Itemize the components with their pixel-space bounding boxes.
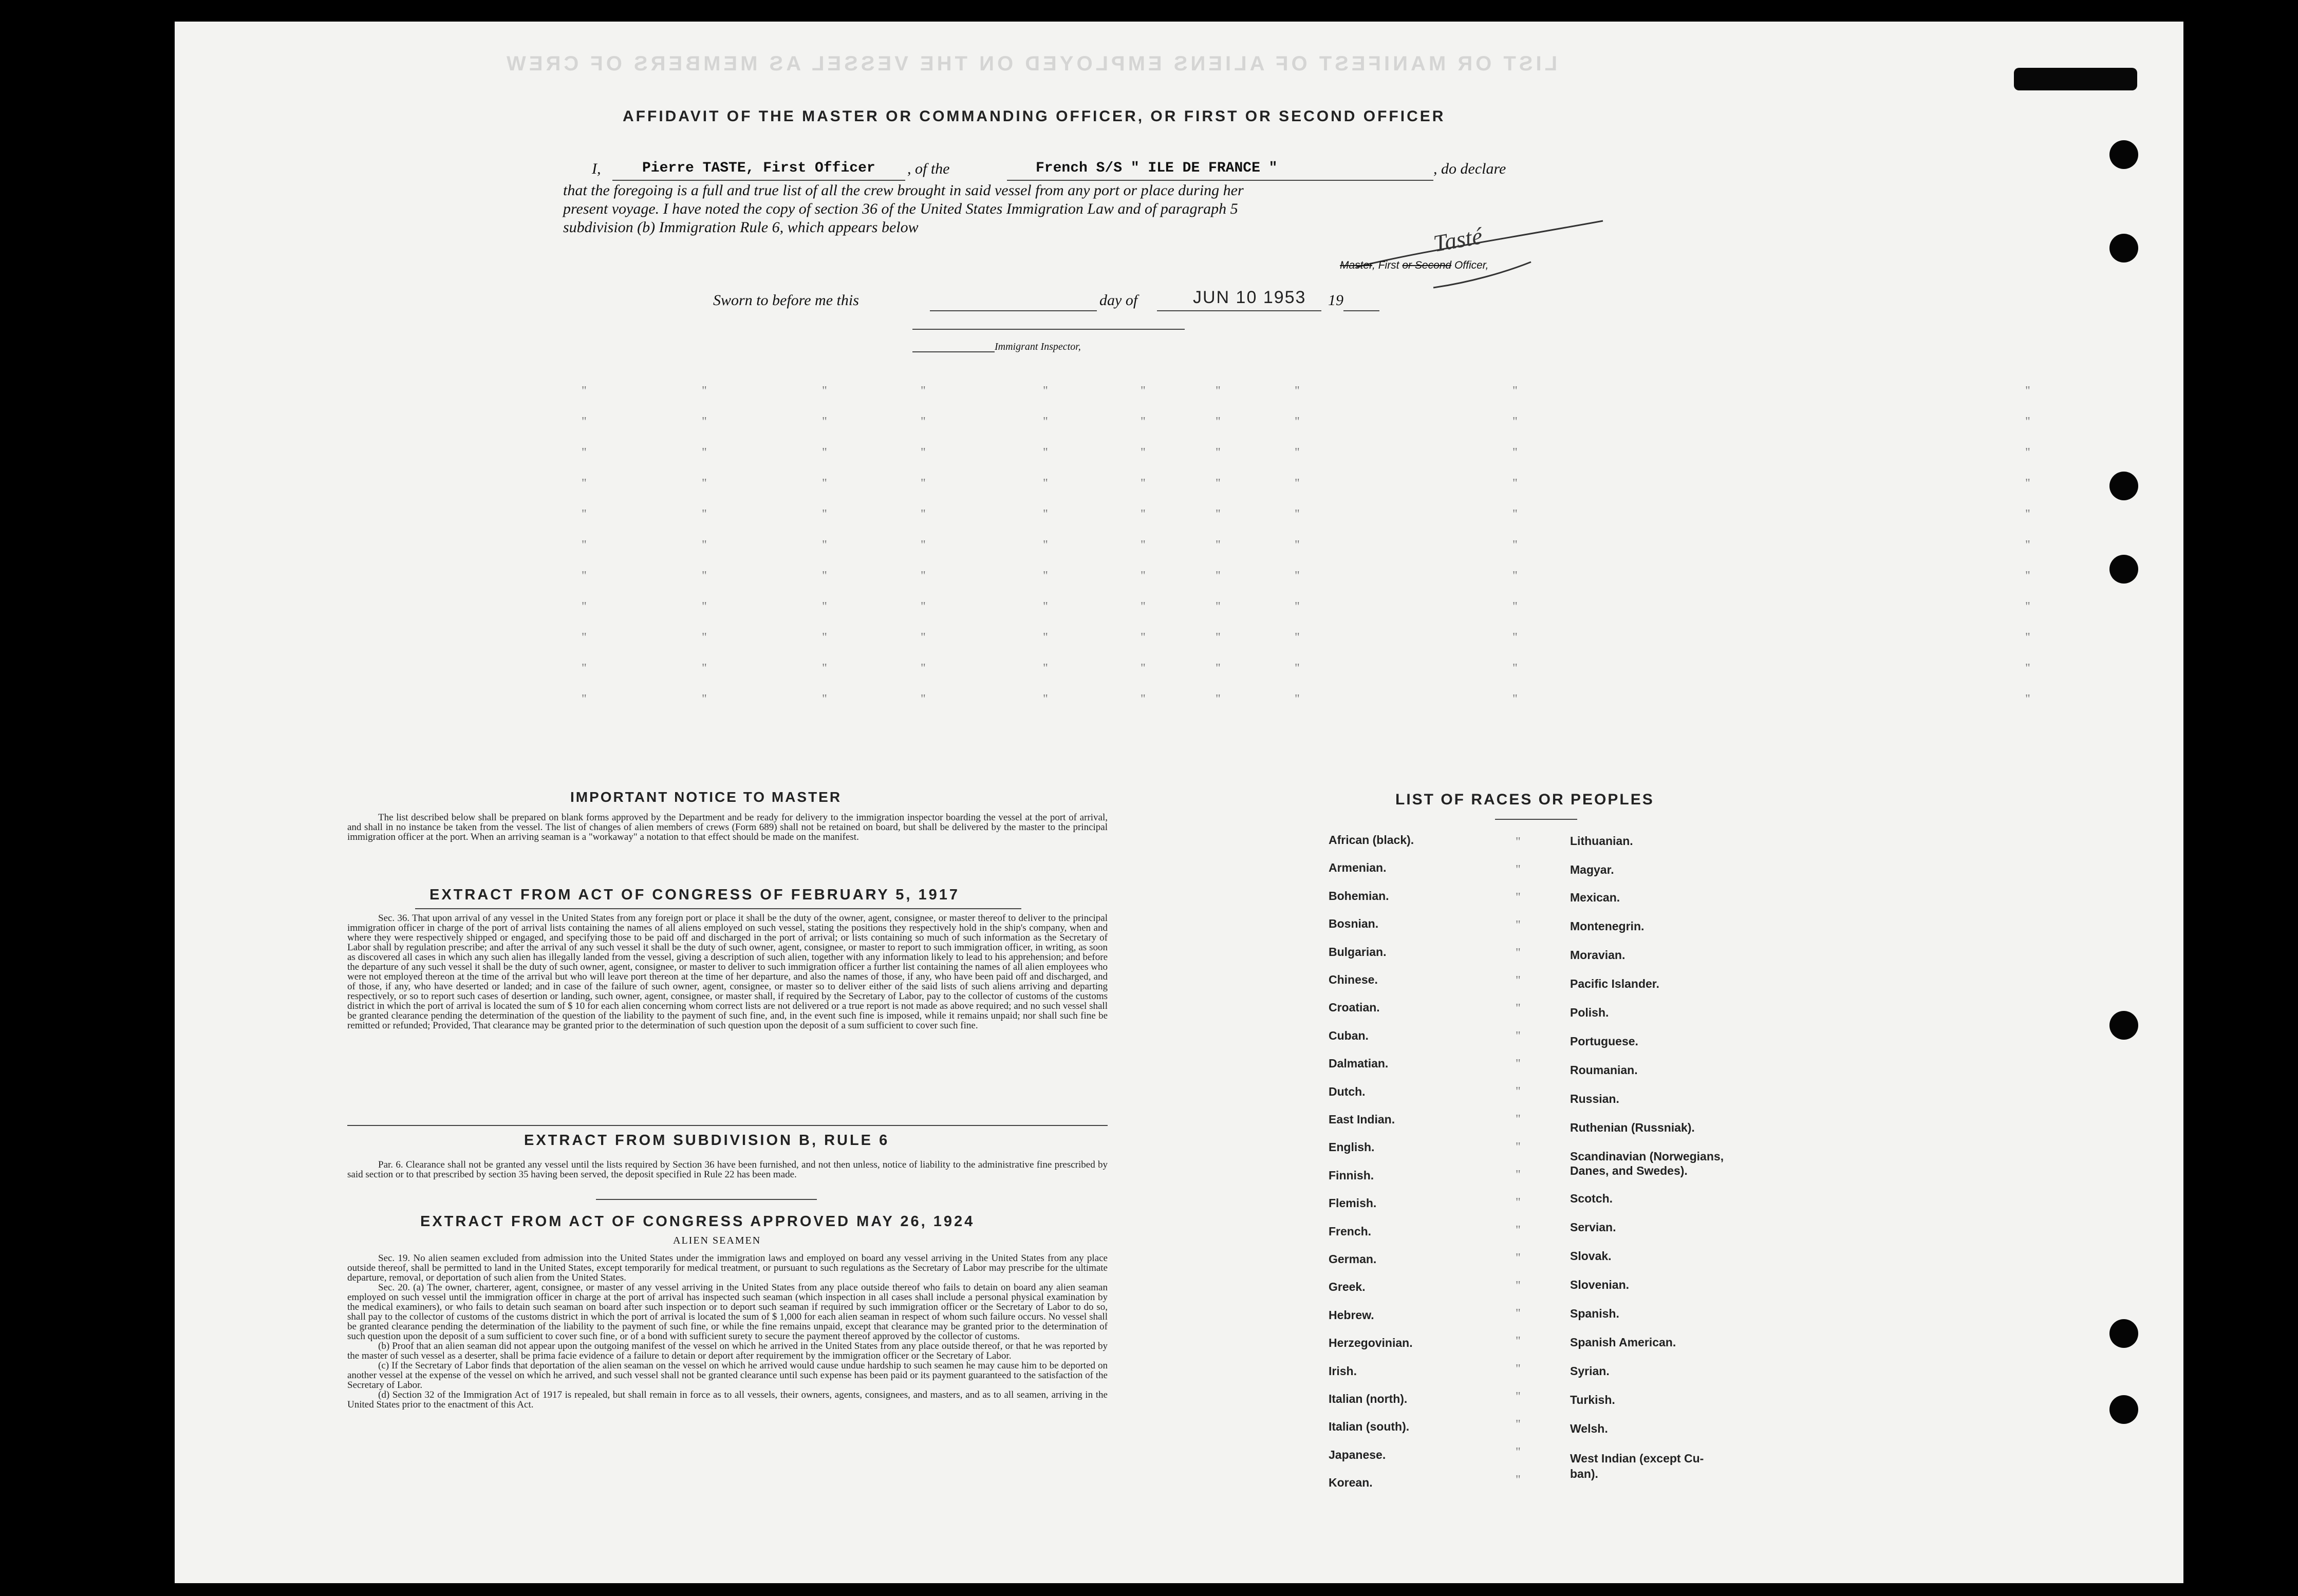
sec-36-paragraph: Sec. 36. That upon arrival of any vessel in the United States from any foreign port or place it shall be the duty of the owner, agent, consignee, or master thereof to deliver to the principal immigration officer in charge of the port of arrival lists containing the names of all aliens employed on such vessel, stating the positions they respectively hold in the ship's company, when and where they were respectively shipped or engaged, and specifying those to be paid off and discharged in the port of arrival; or lists containing so much of such information as the Secretary of Labor shall by regulation prescribe; and after the arrival of any such vessel it shall be the duty of such owner, agent, consignee, or master to report to such immigration officer, in writing, as soon as discovered all cases in which any such alien has illegally landed from the vessel, giving a description of such alien, together with any information likely to lead to his apprehension; and before the departure of any such vessel it shall be the duty of such owner, agent, consignee, or master to deliver to such immigration officer a further list containing the names of all alien employees who were not employed thereon at the time of the arrival but who will leave port thereon at the time of her departure, and also the names of those, if any, who have been paid off and discharged, and of those, if any, who have deserted or landed; and in case of the failure of such owner, agent, consignee, or master so to deliver either of the said lists of such aliens arriving and departing respectively, or so to report such cases of desertion or landing, such owner, agent, consignee, or master shall, if required by the Secretary of Labor, pay to the collector of customs of the customs district in which the port of arrival is located the sum of $ 10 for each alien concerning whom correct lists are not delivered or a true report is not made as above required; and no such vessel shall be granted clearance pending the determination of the question of the liability to the payment of such fine, and, in the event such fine is imposed, while it remains unpaid; nor shall such fine be remitted or refunded; Provided, That clearance may be granted prior to the determination of such question upon the deposit of a sum sufficient to cover such fine. — [347, 913, 1108, 1031]
extract-1917-text — [347, 913, 1108, 1030]
ditto-mark: " — [1216, 662, 1221, 675]
alien-seamen-subheading: ALIEN SEAMEN — [673, 1235, 761, 1246]
extract-1924-heading: EXTRACT FROM ACT OF CONGRESS APPROVED MAY 26, 1924 — [420, 1213, 975, 1230]
race-item: Polish. — [1570, 1006, 1609, 1019]
sworn-date-underline — [930, 310, 1097, 311]
ditto-mark: " — [582, 477, 587, 490]
race-item: English. — [1329, 1140, 1375, 1154]
ditto-mark: " — [822, 538, 827, 552]
race-item: Syrian. — [1570, 1364, 1610, 1378]
rule-6-heading: EXTRACT FROM SUBDIVISION B, RULE 6 — [524, 1132, 890, 1149]
struck-master: Master — [1340, 259, 1373, 271]
notice-text — [347, 813, 1108, 842]
ditto-mark: " — [1043, 538, 1048, 552]
inspector-underline — [912, 351, 995, 352]
race-item: Italian (south). — [1329, 1420, 1410, 1433]
ditto-mark: " — [1516, 1057, 1521, 1071]
ditto-mark: " — [702, 631, 707, 644]
race-item: East Indian. — [1329, 1113, 1395, 1126]
race-item: Dutch. — [1329, 1085, 1366, 1098]
ditto-mark: " — [1516, 974, 1521, 987]
ditto-mark: " — [1295, 631, 1300, 644]
year-underline — [1343, 310, 1379, 311]
ditto-mark: " — [921, 415, 926, 428]
race-item: Chinese. — [1329, 973, 1378, 986]
ditto-mark: " — [1043, 384, 1048, 398]
race-item: Magyar. — [1570, 863, 1614, 876]
binder-hole — [2109, 140, 2138, 169]
struck-second: or Second — [1402, 259, 1452, 271]
ditto-mark: " — [1295, 415, 1300, 428]
ditto-mark: " — [1516, 1029, 1521, 1043]
race-item: West Indian (except Cu- — [1570, 1452, 1704, 1465]
affidavit-do-declare: , do declare — [1433, 160, 1506, 177]
race-item: Croatian. — [1329, 1001, 1380, 1014]
inspector-label: Immigrant Inspector, — [995, 341, 1081, 352]
race-item: Slovenian. — [1570, 1278, 1630, 1291]
ditto-mark: " — [702, 477, 707, 490]
ditto-mark: " — [1216, 384, 1221, 398]
ditto-mark: " — [1512, 692, 1518, 706]
race-item: ban). — [1570, 1467, 1598, 1480]
ditto-mark: " — [1516, 1307, 1521, 1320]
race-item: Bosnian. — [1329, 917, 1379, 930]
race-item: Scotch. — [1570, 1192, 1613, 1205]
ditto-mark: " — [1512, 415, 1518, 428]
ditto-mark: " — [1516, 1168, 1521, 1181]
ditto-mark: " — [1512, 662, 1518, 675]
affidavit-of-the: , of the — [907, 160, 950, 177]
ditto-mark: " — [822, 477, 827, 490]
ditto-mark: " — [822, 692, 827, 706]
race-item: Danes, and Swedes). — [1570, 1164, 1688, 1177]
sworn-label: Sworn to before me this — [713, 292, 859, 309]
officer-title-end: Officer, — [1454, 259, 1489, 271]
ditto-mark: " — [1043, 569, 1048, 583]
race-item: Cuban. — [1329, 1029, 1369, 1042]
binder-hole — [2109, 555, 2138, 584]
race-item: French. — [1329, 1225, 1372, 1238]
officer-title-first: , First — [1372, 259, 1399, 271]
officer-title-line — [1340, 259, 1488, 272]
ditto-mark: " — [702, 692, 707, 706]
ditto-mark: " — [921, 569, 926, 583]
ditto-mark: " — [1516, 835, 1521, 849]
ditto-mark: " — [1216, 415, 1221, 428]
ditto-mark: " — [1516, 1251, 1521, 1265]
ditto-mark: " — [1043, 662, 1048, 675]
affidavit-title: AFFIDAVIT OF THE MASTER OR COMMANDING OFFICER, OR FIRST OR SECOND OFFICER — [623, 108, 1446, 125]
race-item: Roumanian. — [1570, 1063, 1638, 1077]
ditto-mark: " — [1141, 692, 1146, 706]
ditto-mark: " — [582, 569, 587, 583]
signature: Tasté — [1431, 222, 1485, 257]
month-underline — [1157, 310, 1321, 311]
extract-1917-heading: EXTRACT FROM ACT OF CONGRESS OF FEBRUARY 5, 1917 — [429, 887, 960, 903]
race-item: Ruthenian (Russniak). — [1570, 1121, 1695, 1134]
ditto-mark: " — [702, 446, 707, 459]
ditto-mark: " — [2025, 569, 2030, 583]
races-heading: LIST OF RACES OR PEOPLES — [1395, 791, 1654, 808]
ditto-mark: " — [582, 662, 587, 675]
ditto-mark: " — [1141, 662, 1146, 675]
ditto-mark: " — [921, 508, 926, 521]
ditto-mark: " — [1512, 508, 1518, 521]
ditto-mark: " — [582, 600, 587, 613]
ditto-mark: " — [1512, 446, 1518, 459]
ditto-mark: " — [582, 415, 587, 428]
race-item: Hebrew. — [1329, 1308, 1374, 1322]
ditto-mark: " — [702, 538, 707, 552]
race-item: Mexican. — [1570, 891, 1620, 904]
rule-6-top-rule — [347, 1125, 1108, 1126]
ditto-mark: " — [1216, 508, 1221, 521]
ditto-mark: " — [1295, 384, 1300, 398]
race-item: Pacific Islander. — [1570, 977, 1659, 990]
ditto-mark: " — [2025, 662, 2030, 675]
race-item: Herzegovinian. — [1329, 1336, 1413, 1349]
races-rule — [1495, 819, 1577, 820]
race-item: Servian. — [1570, 1221, 1616, 1234]
ditto-mark: " — [1516, 1140, 1521, 1154]
ditto-mark: " — [2025, 415, 2030, 428]
ditto-mark: " — [822, 508, 827, 521]
race-item: Russian. — [1570, 1092, 1619, 1105]
race-item: Montenegrin. — [1570, 919, 1645, 933]
ditto-mark: " — [822, 384, 827, 398]
ditto-mark: " — [921, 446, 926, 459]
ditto-mark: " — [702, 508, 707, 521]
race-item: Flemish. — [1329, 1196, 1377, 1210]
extract-1917-rule — [415, 908, 1021, 909]
race-item: Irish. — [1329, 1364, 1357, 1378]
ditto-mark: " — [1516, 1390, 1521, 1403]
year-prefix: 19 — [1328, 292, 1343, 309]
race-item: Italian (north). — [1329, 1392, 1408, 1405]
ditto-mark: " — [1043, 692, 1048, 706]
race-item: Moravian. — [1570, 948, 1626, 962]
ditto-mark: " — [582, 692, 587, 706]
signature-stroke — [1336, 211, 1623, 293]
ditto-mark: " — [2025, 508, 2030, 521]
race-item: Spanish. — [1570, 1307, 1619, 1320]
ditto-mark: " — [1512, 600, 1518, 613]
race-item: German. — [1329, 1252, 1377, 1266]
race-item: Spanish American. — [1570, 1336, 1676, 1349]
ditto-mark: " — [1141, 631, 1146, 644]
ditto-mark: " — [1295, 446, 1300, 459]
ditto-mark: " — [1295, 477, 1300, 490]
black-tab — [2014, 68, 2137, 90]
ditto-mark: " — [2025, 538, 2030, 552]
binder-hole — [2109, 234, 2138, 262]
ditto-mark: " — [1043, 600, 1048, 613]
race-item: Slovak. — [1570, 1249, 1612, 1263]
binder-hole — [2109, 472, 2138, 500]
sec-20b-paragraph: (b) Proof that an alien seaman did not appear upon the outgoing manifest of the vessel on which he arrived in the United States from any place outside thereof, or that he was reported by the master of such vessel as a deserter, shall be prima facie evidence of a failure to detain or deport after requirement by the immigration officer or the Secretary of Labor. — [347, 1341, 1108, 1361]
ditto-mark: " — [1516, 1279, 1521, 1292]
ditto-mark: " — [1216, 600, 1221, 613]
ditto-mark: " — [921, 384, 926, 398]
ditto-mark: " — [1295, 508, 1300, 521]
binder-hole — [2109, 1395, 2138, 1424]
ditto-mark: " — [921, 631, 926, 644]
ditto-mark: " — [1512, 569, 1518, 583]
ditto-mark: " — [1216, 569, 1221, 583]
day-of-label: day of — [1099, 292, 1138, 309]
affidavit-line-2: that the foregoing is a full and true list of all the crew brought in said vessel from any port or place during her — [563, 182, 1244, 199]
ditto-mark: " — [921, 538, 926, 552]
vessel-underline — [1007, 180, 1433, 181]
race-item: Lithuanian. — [1570, 834, 1633, 848]
ditto-mark: " — [1141, 415, 1146, 428]
race-item: Armenian. — [1329, 861, 1387, 874]
ditto-mark: " — [822, 569, 827, 583]
ditto-mark: " — [921, 662, 926, 675]
par-6-paragraph: Par. 6. Clearance shall not be granted any vessel until the lists required by Section 36 have been furnished, and not then unless, notice of liability to the administrative fine prescribed by said section or to that prescribed by section 35 having been served, the deposit specified in Rule 22 has been made. — [347, 1159, 1108, 1180]
ditto-mark: " — [2025, 384, 2030, 398]
sec-19-paragraph: Sec. 19. No alien seamen excluded from admission into the United States under the immigration laws and employed on board any vessel arriving in the United States from any place outside thereof, shall be permitted to land in the United States, except temporarily for medical treatment, or pursuant to such regulations as the Secretary of Labor may prescribe for the ultimate departure, removal, or deportation of such alien from the United States. — [347, 1253, 1108, 1283]
ditto-mark: " — [1141, 600, 1146, 613]
notice-heading: IMPORTANT NOTICE TO MASTER — [570, 789, 842, 805]
race-item: Bulgarian. — [1329, 945, 1387, 959]
ditto-mark: " — [1141, 384, 1146, 398]
officer-name: Pierre TASTE, First Officer — [642, 160, 875, 176]
race-item: Korean. — [1329, 1476, 1373, 1489]
ditto-mark: " — [582, 384, 587, 398]
ditto-mark: " — [1216, 538, 1221, 552]
ditto-mark: " — [582, 508, 587, 521]
ditto-mark: " — [1516, 1113, 1521, 1126]
ditto-mark: " — [822, 446, 827, 459]
ditto-mark: " — [1512, 477, 1518, 490]
rule-6-text — [347, 1160, 1108, 1179]
ditto-mark: " — [582, 538, 587, 552]
ditto-mark: " — [702, 569, 707, 583]
ditto-mark: " — [1141, 477, 1146, 490]
ditto-mark: " — [1516, 918, 1521, 932]
notice-paragraph: The list described below shall be prepared on blank forms approved by the Department and be ready for delivery to the immigration inspector boarding the vessel at the port of arrival, and shall in no instance be taken from the vessel. The list of changes of alien members of crews (Form 689) shall not be retained on board, but shall be delivered by the master to the principal immigration officer at the port. When an arriving seaman is a "workaway" a notation to that effect should be made on the manifest. — [347, 812, 1108, 842]
race-item: African (black). — [1329, 833, 1414, 847]
ditto-mark: " — [1043, 508, 1048, 521]
ditto-mark: " — [1216, 631, 1221, 644]
ditto-mark: " — [1516, 1473, 1521, 1487]
ditto-mark: " — [702, 384, 707, 398]
ditto-mark: " — [1141, 569, 1146, 583]
ditto-mark: " — [2025, 477, 2030, 490]
ditto-mark: " — [1516, 946, 1521, 960]
ditto-mark: " — [921, 477, 926, 490]
binder-hole — [2109, 1011, 2138, 1040]
ditto-mark: " — [822, 600, 827, 613]
ditto-mark: " — [2025, 600, 2030, 613]
ditto-mark: " — [582, 631, 587, 644]
ditto-mark: " — [2025, 446, 2030, 459]
ditto-mark: " — [1043, 415, 1048, 428]
date-stamp: JUN 10 1953 — [1193, 288, 1306, 307]
ditto-mark: " — [1043, 446, 1048, 459]
race-item: Greek. — [1329, 1280, 1366, 1293]
sec-20a-paragraph: Sec. 20. (a) The owner, charterer, agent, consignee, or master of any vessel arriving in the United States from any place outside thereof who fails to detain on board any alien seaman employed on such vessel until the immigration officer in charge at the port of arrival has inspected such seaman (which inspection in all cases shall include a personal physical examination by the medical examiners), or who fails to detain such seaman on board after such inspection or to deport such seaman if required by such immigration officer or the Secretary of Labor to do so, shall pay to the collector of customs of the customs district in which the port of arrival is located the sum of $ 1,000 for each alien seaman in respect of whom such failure occurs. No vessel shall be granted clearance pending the determination of the liability to the payment of such fine, or while the fine remains unpaid, except that clearance may be granted prior to the determination of such question upon the deposit of a sum sufficient to cover such fine, or of a bond with sufficient surety to secure the payment thereof approved by the collector of customs. — [347, 1282, 1108, 1342]
affidavit-line-4: subdivision (b) Immigration Rule 6, which appears below — [563, 219, 919, 236]
ditto-mark: " — [1516, 1418, 1521, 1431]
ditto-mark: " — [1516, 1362, 1521, 1376]
ditto-mark: " — [1516, 1224, 1521, 1237]
ditto-mark: " — [2025, 631, 2030, 644]
ditto-mark: " — [1512, 384, 1518, 398]
ditto-mark: " — [822, 415, 827, 428]
ditto-mark: " — [1512, 538, 1518, 552]
ditto-mark: " — [1216, 692, 1221, 706]
binder-hole — [2109, 1319, 2138, 1348]
sec-20d-paragraph: (d) Section 32 of the Immigration Act of 1917 is repealed, but shall remain in force as to all vessels, their owners, agents, consignees, and masters, and as to all seamen, arriving in the United States prior to the enactment of this Act. — [347, 1390, 1108, 1410]
race-item: Finnish. — [1329, 1169, 1374, 1182]
race-item: Bohemian. — [1329, 889, 1389, 903]
race-item: Japanese. — [1329, 1448, 1386, 1461]
ditto-mark: " — [822, 631, 827, 644]
race-item: Scandinavian (Norwegians, — [1570, 1150, 1724, 1163]
ditto-mark: " — [1295, 692, 1300, 706]
ditto-mark: " — [702, 415, 707, 428]
ditto-mark: " — [702, 662, 707, 675]
ditto-mark: " — [1512, 631, 1518, 644]
bleed-through-text: LIST OR MANIFEST OF ALIENS EMPLOYED ON THE VESSEL AS MEMBERS OF CREW — [503, 52, 1558, 75]
name-underline — [612, 180, 905, 181]
ditto-mark: " — [1043, 631, 1048, 644]
ditto-mark: " — [1295, 600, 1300, 613]
ditto-mark: " — [1516, 1002, 1521, 1015]
race-item: Welsh. — [1570, 1422, 1608, 1435]
sec-20c-paragraph: (c) If the Secretary of Labor finds that deportation of the alien seaman on the vessel on which he arrived would cause undue hardship to such seamen he may cause him to be deported on another vessel at the expense of the vessel on which he arrived, and such vessel shall not be granted clearance until such expense has been paid or its payment guaranteed to the satisfaction of the Secretary of Labor. — [347, 1360, 1108, 1391]
ditto-mark: " — [822, 662, 827, 675]
extract-1924-text — [347, 1253, 1108, 1410]
signature-line — [912, 329, 1185, 330]
ditto-mark: " — [1516, 891, 1521, 904]
ditto-mark: " — [921, 600, 926, 613]
ditto-mark: " — [1141, 508, 1146, 521]
ditto-mark: " — [1516, 1335, 1521, 1348]
ditto-mark: " — [1516, 1196, 1521, 1209]
race-item: Turkish. — [1570, 1393, 1615, 1406]
ditto-mark: " — [582, 446, 587, 459]
vessel-name: French S/S " ILE DE FRANCE " — [1036, 160, 1278, 176]
ditto-mark: " — [1295, 569, 1300, 583]
ditto-mark: " — [1043, 477, 1048, 490]
ditto-mark: " — [921, 692, 926, 706]
affidavit-i-label: I, — [592, 160, 601, 177]
race-item: Portuguese. — [1570, 1035, 1638, 1048]
ditto-mark: " — [1216, 477, 1221, 490]
ditto-mark: " — [1516, 1445, 1521, 1459]
ditto-mark: " — [1216, 446, 1221, 459]
ditto-mark: " — [1516, 863, 1521, 876]
ditto-mark: " — [1295, 538, 1300, 552]
affidavit-line-3: present voyage. I have noted the copy of section 36 of the United States Immigration Law and of paragraph 5 — [563, 200, 1238, 217]
rule-6-bottom-rule — [596, 1199, 817, 1200]
ditto-mark: " — [1516, 1085, 1521, 1098]
ditto-mark: " — [702, 600, 707, 613]
ditto-mark: " — [1295, 662, 1300, 675]
ditto-mark: " — [1141, 538, 1146, 552]
race-item: Dalmatian. — [1329, 1057, 1389, 1070]
ditto-mark: " — [2025, 692, 2030, 706]
ditto-mark: " — [1141, 446, 1146, 459]
